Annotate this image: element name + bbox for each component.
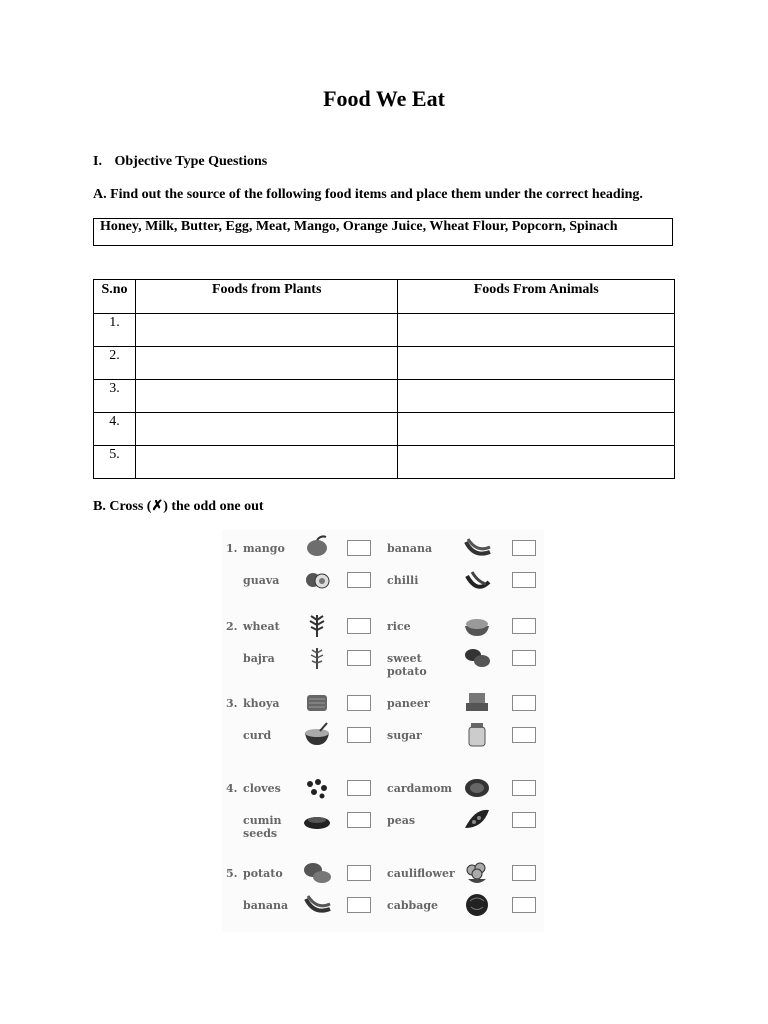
section-heading-text: Objective Type Questions (114, 154, 268, 169)
row-number: 2. (94, 347, 136, 380)
chilli-icon (462, 566, 492, 592)
khoya-icon (302, 689, 332, 715)
food-label: potato (243, 867, 283, 880)
mango-icon (302, 534, 332, 560)
peas-pod-icon (462, 806, 492, 832)
cumin-seeds-icon (302, 806, 332, 832)
bajra-icon (302, 644, 332, 670)
food-items-box: Honey, Milk, Butter, Egg, Meat, Mango, Orange Juice, Wheat Flour, Popcorn, Spinach (93, 218, 673, 246)
banana-icon (302, 891, 332, 917)
row-number: 5. (94, 446, 136, 479)
food-label: banana (387, 542, 433, 555)
row-number: 3. (94, 380, 136, 413)
sugar-jar-icon (462, 721, 492, 747)
odd-one-out-worksheet (222, 530, 544, 932)
table-header-row (94, 280, 675, 314)
food-label: paneer (387, 697, 430, 710)
section-heading (93, 154, 267, 170)
food-label: cardamom (387, 782, 453, 795)
rice-bowl-icon (462, 612, 492, 638)
cauliflower-icon (462, 859, 492, 885)
table-row (94, 380, 675, 413)
food-label: cloves (243, 782, 281, 795)
cabbage-icon (462, 891, 492, 917)
question-b: B. Cross (✗) the odd one out (93, 499, 264, 514)
answer-checkbox[interactable] (347, 812, 371, 828)
answer-checkbox[interactable] (347, 865, 371, 881)
food-label: bajra (243, 652, 275, 665)
food-source-table (93, 279, 675, 479)
food-label: banana (243, 899, 289, 912)
food-label: rice (387, 620, 411, 633)
answer-checkbox[interactable] (347, 780, 371, 796)
question-a: A. Find out the source of the following food items and place them under the correct heading. (93, 187, 643, 202)
animals-cell[interactable] (398, 347, 675, 380)
cardamom-icon (462, 774, 492, 800)
answer-checkbox[interactable] (512, 897, 536, 913)
food-label: cabbage (387, 899, 439, 912)
row-number: 4. (94, 413, 136, 446)
food-label: cumin seeds (243, 814, 282, 840)
plants-cell[interactable] (135, 446, 398, 479)
cloves-icon (302, 774, 332, 800)
food-label: sugar (387, 729, 422, 742)
food-label: khoya (243, 697, 280, 710)
answer-checkbox[interactable] (512, 812, 536, 828)
table-row (94, 347, 675, 380)
answer-checkbox[interactable] (347, 540, 371, 556)
animals-cell[interactable] (398, 314, 675, 347)
plants-cell[interactable] (135, 380, 398, 413)
answer-checkbox[interactable] (347, 618, 371, 634)
paneer-icon (462, 689, 492, 715)
plants-cell[interactable] (135, 314, 398, 347)
plants-cell[interactable] (135, 413, 398, 446)
answer-checkbox[interactable] (512, 727, 536, 743)
food-label: chilli (387, 574, 419, 587)
answer-checkbox[interactable] (512, 865, 536, 881)
guava-icon (302, 566, 332, 592)
animals-cell[interactable] (398, 413, 675, 446)
answer-checkbox[interactable] (512, 650, 536, 666)
answer-checkbox[interactable] (512, 695, 536, 711)
answer-checkbox[interactable] (347, 897, 371, 913)
answer-checkbox[interactable] (347, 650, 371, 666)
header-sno: S.no (94, 280, 136, 314)
question-number: 2. (226, 620, 238, 633)
table-row (94, 314, 675, 347)
curd-bowl-icon (302, 721, 332, 747)
animals-cell[interactable] (398, 446, 675, 479)
question-number: 5. (226, 867, 238, 880)
wheat-icon (302, 612, 332, 638)
banana-icon (462, 534, 492, 560)
question-number: 4. (226, 782, 238, 795)
plants-cell[interactable] (135, 347, 398, 380)
answer-checkbox[interactable] (512, 780, 536, 796)
answer-checkbox[interactable] (347, 572, 371, 588)
worksheet-title: Food We Eat (323, 86, 445, 111)
food-label: curd (243, 729, 272, 742)
food-label: cauliflower (387, 867, 455, 880)
section-numeral: I. (93, 154, 102, 169)
table-row (94, 413, 675, 446)
answer-checkbox[interactable] (512, 618, 536, 634)
animals-cell[interactable] (398, 380, 675, 413)
food-label: guava (243, 574, 280, 587)
food-label: sweet potato (387, 652, 427, 678)
potato-icon (302, 859, 332, 885)
food-label: wheat (243, 620, 280, 633)
header-plants: Foods from Plants (135, 280, 398, 314)
question-number: 3. (226, 697, 238, 710)
sweet-potato-icon (462, 644, 492, 670)
answer-checkbox[interactable] (347, 695, 371, 711)
answer-checkbox[interactable] (347, 727, 371, 743)
answer-checkbox[interactable] (512, 572, 536, 588)
answer-checkbox[interactable] (512, 540, 536, 556)
table-row (94, 446, 675, 479)
header-animals: Foods From Animals (398, 280, 675, 314)
food-label: peas (387, 814, 416, 827)
row-number: 1. (94, 314, 136, 347)
food-label: mango (243, 542, 285, 555)
question-number: 1. (226, 542, 238, 555)
